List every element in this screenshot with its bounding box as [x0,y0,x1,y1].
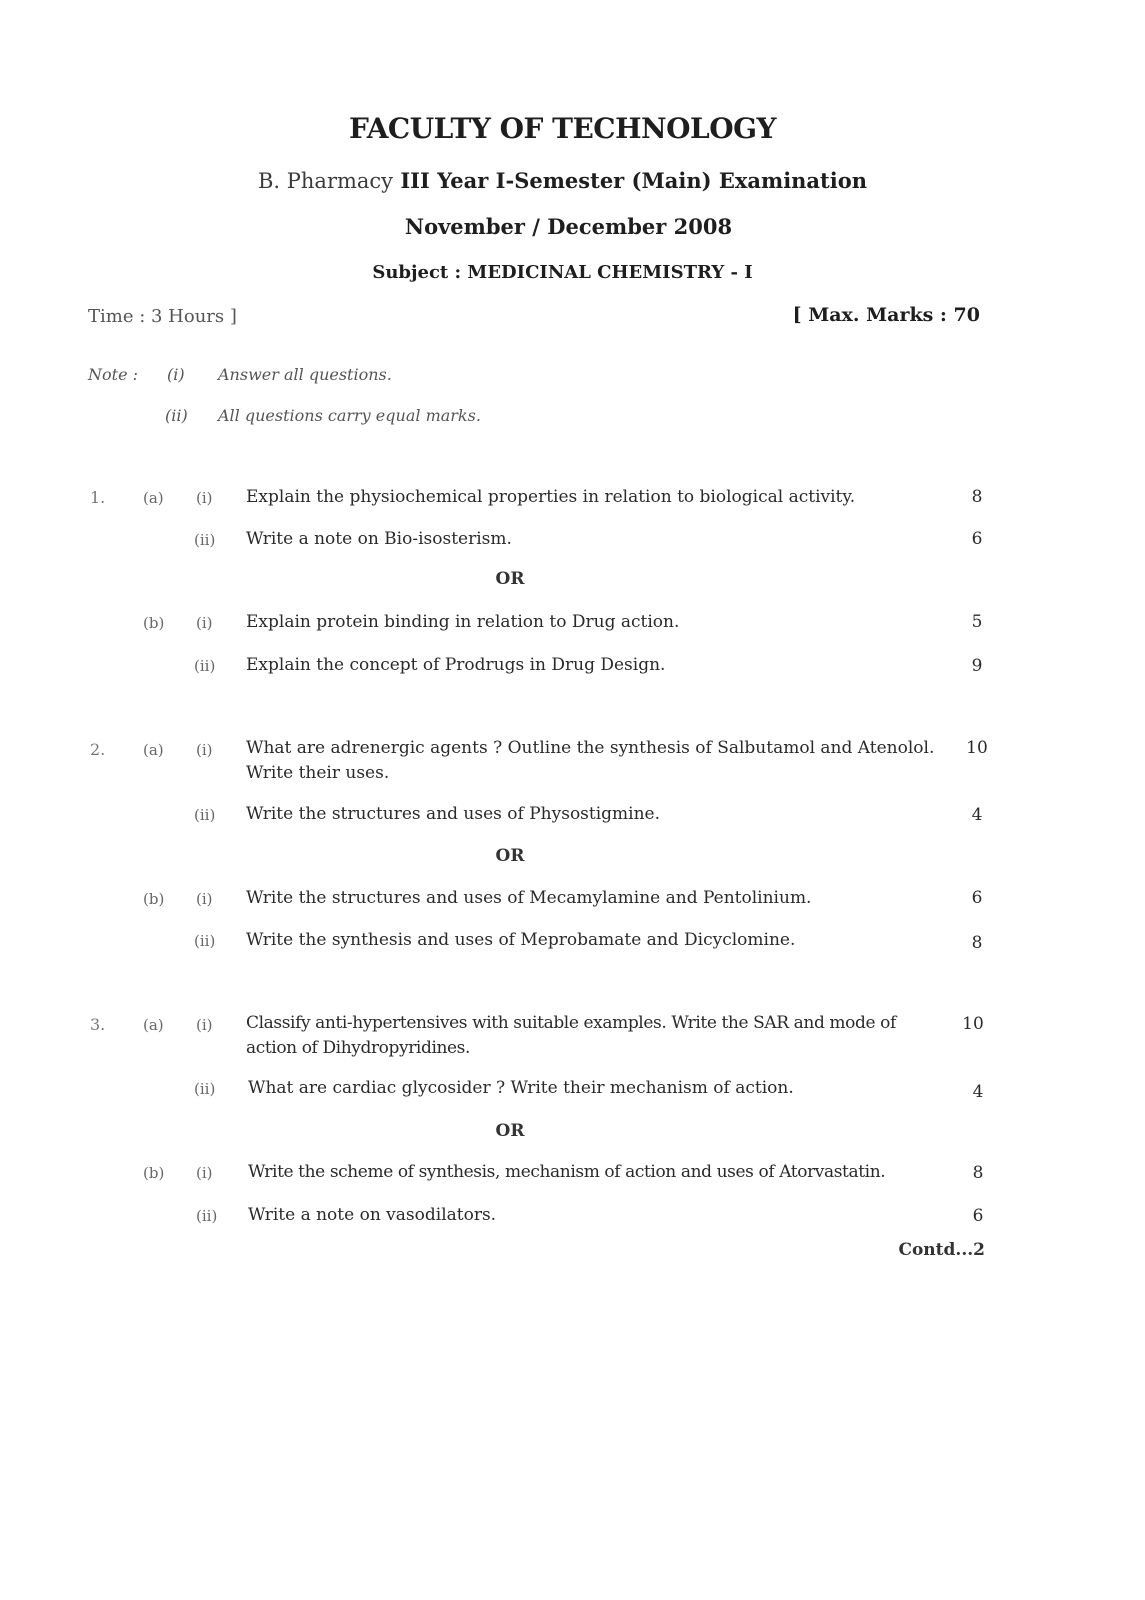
question-text: Write a note on vasodilators. [248,1205,497,1225]
note-text-1: Answer all questions. [218,365,392,384]
item-num: (ii) [194,531,216,549]
question-marks: 8 [971,487,983,507]
question-marks: 8 [972,1163,984,1183]
item-num: (i) [196,1164,213,1182]
item-num: (i) [196,489,213,507]
or-divider: OR [495,846,525,866]
question-text: What are cardiac glycosider ? Write their mechanism of action. [248,1078,794,1098]
question-number: 1. [90,488,106,507]
subject-title: Subject : MEDICINAL CHEMISTRY - I [372,262,753,283]
question-text: Explain the physiochemical properties in relation to biological activity. [246,487,856,507]
question-marks: 4 [971,805,983,825]
item-num: (ii) [196,1207,218,1225]
note-label: Note : [88,365,139,384]
note-num-1: (i) [167,365,185,384]
question-text: Write the structures and uses of Physostigmine. [246,804,661,824]
part-label: (b) [143,1164,165,1182]
question-text: Write the synthesis and uses of Meprobamate and Dicyclomine. [246,930,796,950]
part-label: (a) [143,741,164,759]
question-marks: 10 [966,738,988,758]
item-num: (i) [196,890,213,908]
faculty-title: FACULTY OF TECHNOLOGY [348,112,777,145]
exam-time: Time : 3 Hours ] [88,306,237,327]
or-divider: OR [495,569,525,589]
question-text: Write a note on Bio-isosterism. [246,529,512,549]
continued-note: Contd...2 [898,1240,985,1260]
course-title: III Year I-Semester (Main) Examination [400,168,867,193]
question-text: What are adrenergic agents ? Outline the synthesis of Salbutamol and Atenolol. Write their uses. [246,738,935,783]
question-marks: 10 [962,1014,984,1034]
question-marks: 9 [971,656,983,676]
question-number: 2. [90,740,106,759]
item-num: (i) [196,741,213,759]
question-number: 3. [90,1015,106,1034]
item-num: (ii) [194,932,216,950]
item-num: (i) [196,614,213,632]
course-prefix: B. Pharmacy [257,169,394,193]
question-text: Write the scheme of synthesis, mechanism of action and uses of Atorvastatin. [248,1162,886,1182]
question-marks: 4 [972,1082,984,1102]
question-marks: 5 [971,612,983,632]
question-text: Classify anti-hypertensives with suitable examples. Write the SAR and mode of action of Dihydropyridines. [246,1013,896,1058]
question-text: Explain protein binding in relation to Drug action. [246,612,680,632]
item-num: (ii) [194,657,216,675]
part-label: (b) [143,614,165,632]
course-line [0,168,1135,193]
question-marks: 6 [971,529,983,549]
question-text: Write the structures and uses of Mecamylamine and Pentolinium. [246,888,812,908]
exam-session: November / December 2008 [404,214,733,239]
item-num: (i) [196,1016,213,1034]
question-marks: 6 [972,1206,984,1226]
part-label: (a) [143,489,164,507]
part-label: (b) [143,890,165,908]
question-marks: 6 [971,888,983,908]
question-marks: 8 [971,933,983,953]
or-divider: OR [495,1121,525,1141]
question-text: Explain the concept of Prodrugs in Drug Design. [246,655,666,675]
max-marks: [ Max. Marks : 70 [792,304,980,326]
note-num-2: (ii) [165,406,188,425]
part-label: (a) [143,1016,164,1034]
note-text-2: All questions carry equal marks. [218,406,481,425]
item-num: (ii) [194,1080,216,1098]
item-num: (ii) [194,806,216,824]
